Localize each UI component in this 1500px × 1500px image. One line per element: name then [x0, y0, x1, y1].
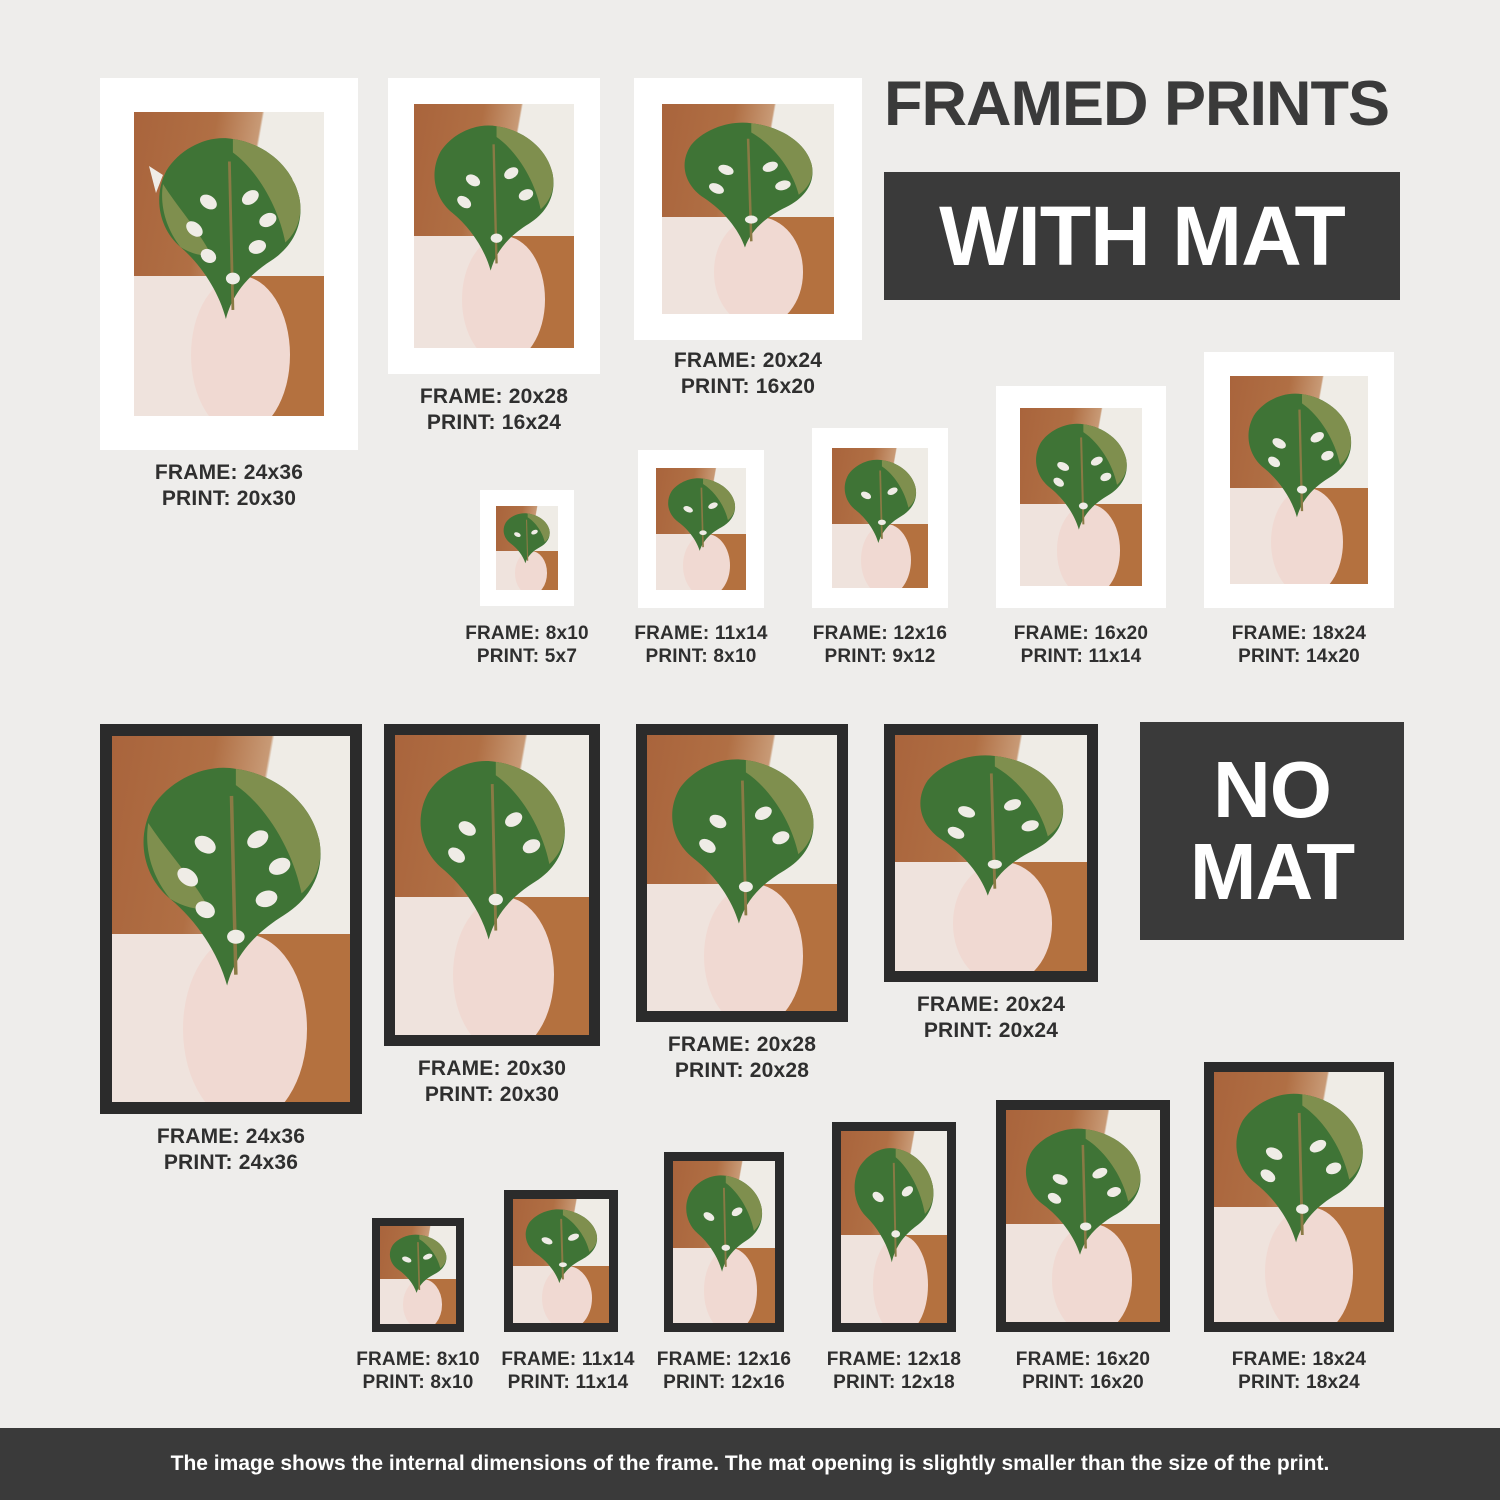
artwork	[134, 112, 324, 416]
print-size-label: PRINT: 8x10	[362, 1372, 474, 1394]
artwork	[496, 506, 558, 590]
monstera-leaf-icon	[403, 753, 581, 975]
monstera-leaf-icon	[845, 1143, 943, 1285]
frame-size-label: FRAME: 20x24	[673, 349, 823, 372]
artwork	[832, 448, 928, 588]
monstera-leaf-icon	[420, 119, 567, 300]
print-size-label: PRINT: 9x12	[824, 646, 936, 668]
monstera-leaf-icon	[1025, 419, 1137, 551]
framed-print-no-mat-18x24	[1204, 1062, 1394, 1332]
monstera-leaf-icon	[836, 456, 924, 560]
print-size-label: PRINT: 14x20	[1238, 646, 1360, 668]
print-size-label: PRINT: 12x16	[663, 1372, 785, 1394]
monstera-leaf-icon	[383, 1232, 453, 1305]
artwork	[841, 1131, 947, 1323]
frame-size-label: FRAME: 18x24	[1231, 1349, 1367, 1370]
frame-size-label: FRAME: 20x28	[667, 1033, 817, 1056]
caption-no-mat-24x36	[100, 1124, 362, 1175]
framed-print-with-mat-8x10	[480, 490, 574, 606]
print-size-label: PRINT: 20x24	[923, 1018, 1059, 1042]
print-size-label: PRINT: 20x28	[674, 1058, 810, 1082]
print-size-label: PRINT: 8x10	[645, 646, 757, 668]
frame-size-label: FRAME: 8x10	[465, 623, 589, 644]
artwork	[1020, 408, 1142, 586]
print-size-label: PRINT: 16x20	[1022, 1372, 1144, 1394]
frame-size-label: FRAME: 20x24	[916, 993, 1066, 1016]
artwork	[1230, 376, 1368, 584]
caption-with-mat-16x20	[992, 622, 1170, 668]
framed-print-with-mat-11x14	[638, 450, 764, 608]
caption-no-mat-12x18	[818, 1348, 970, 1394]
monstera-leaf-icon	[1012, 1123, 1154, 1280]
caption-no-mat-18x24	[1206, 1348, 1392, 1394]
caption-no-mat-8x10	[344, 1348, 492, 1394]
framed-print-with-mat-20x24	[634, 78, 862, 340]
frame-size-label: FRAME: 12x16	[656, 1349, 792, 1370]
print-size-label: PRINT: 20x30	[161, 486, 297, 510]
caption-with-mat-8x10	[452, 622, 602, 668]
caption-with-mat-20x28	[388, 384, 600, 435]
artwork	[380, 1226, 456, 1324]
artwork	[513, 1199, 609, 1323]
caption-no-mat-11x14	[494, 1348, 642, 1394]
print-size-label: PRINT: 24x36	[163, 1150, 299, 1174]
frame-size-label: FRAME: 16x20	[1015, 1349, 1151, 1370]
artwork	[656, 468, 746, 590]
frame-size-label: FRAME: 12x18	[826, 1349, 962, 1370]
framed-print-no-mat-16x20	[996, 1100, 1170, 1332]
no-mat-line-2: MAT	[1189, 827, 1355, 916]
framed-print-with-mat-24x36	[100, 78, 358, 450]
print-size-label: PRINT: 16x24	[426, 410, 562, 434]
page-title-framed-prints: FRAMED PRINTS	[884, 69, 1389, 139]
monstera-leaf-icon	[677, 1171, 771, 1291]
monstera-leaf-icon	[660, 475, 743, 565]
framed-print-with-mat-20x28	[388, 78, 600, 374]
artwork	[673, 1161, 775, 1323]
artwork	[647, 735, 837, 1011]
monstera-leaf-icon	[122, 758, 341, 1029]
monstera-leaf-icon	[1236, 388, 1363, 542]
section-title-no-mat	[1140, 722, 1404, 940]
framed-print-no-mat-11x14	[504, 1190, 618, 1332]
framed-print-no-mat-12x18	[832, 1122, 956, 1332]
artwork	[414, 104, 574, 348]
print-size-label: PRINT: 18x24	[1238, 1372, 1360, 1394]
framed-print-no-mat-12x16	[664, 1152, 784, 1332]
framed-print-with-mat-18x24	[1204, 352, 1394, 608]
frame-size-label: FRAME: 20x28	[419, 385, 569, 408]
artwork	[395, 735, 589, 1035]
caption-with-mat-18x24	[1206, 622, 1392, 668]
artwork	[1006, 1110, 1160, 1322]
print-size-label: PRINT: 16x20	[680, 374, 816, 398]
print-size-label: PRINT: 20x30	[424, 1082, 560, 1106]
framed-print-no-mat-24x36	[100, 724, 362, 1114]
framed-print-no-mat-20x30	[384, 724, 600, 1046]
framed-print-no-mat-8x10	[372, 1218, 464, 1332]
frame-size-label: FRAME: 11x14	[634, 623, 768, 644]
print-size-label: PRINT: 5x7	[476, 646, 578, 668]
monstera-leaf-icon	[517, 1206, 605, 1298]
frame-size-label: FRAME: 18x24	[1231, 623, 1367, 644]
caption-no-mat-20x30	[384, 1056, 600, 1107]
frame-size-label: FRAME: 20x30	[417, 1057, 567, 1080]
caption-with-mat-12x16	[804, 622, 956, 668]
monstera-leaf-icon	[669, 117, 827, 272]
caption-no-mat-12x16	[648, 1348, 800, 1394]
artwork	[112, 736, 350, 1102]
framed-print-no-mat-20x28	[636, 724, 848, 1022]
frame-size-label: FRAME: 16x20	[1013, 623, 1149, 644]
frame-size-label: FRAME: 11x14	[501, 1349, 635, 1370]
caption-no-mat-20x24	[884, 992, 1098, 1043]
artwork	[895, 735, 1087, 971]
frame-size-label: FRAME: 8x10	[356, 1349, 480, 1370]
monstera-leaf-icon	[142, 130, 317, 355]
frame-size-label: FRAME: 24x36	[156, 1125, 306, 1148]
caption-with-mat-24x36	[100, 460, 358, 511]
frame-size-label: FRAME: 12x16	[812, 623, 948, 644]
caption-with-mat-11x14	[626, 622, 776, 668]
artwork	[1214, 1072, 1384, 1322]
caption-no-mat-16x20	[994, 1348, 1172, 1394]
caption-with-mat-20x24	[634, 348, 862, 399]
framed-print-no-mat-20x24	[884, 724, 1098, 982]
framed-print-with-mat-16x20	[996, 386, 1166, 608]
print-size-label: PRINT: 11x14	[1020, 646, 1142, 668]
caption-no-mat-20x28	[636, 1032, 848, 1083]
artwork	[662, 104, 834, 314]
framed-print-with-mat-12x16	[812, 428, 948, 608]
section-title-with-mat: WITH MAT	[884, 172, 1400, 300]
no-mat-line-1: NO	[1213, 745, 1331, 835]
monstera-leaf-icon	[1221, 1087, 1377, 1272]
frame-size-label: FRAME: 24x36	[154, 461, 304, 484]
footer-note-text: The image shows the internal dimensions of the frame. The mat opening is slightly smaller than the size of the print.	[170, 1452, 1330, 1475]
monstera-leaf-icon	[498, 511, 555, 573]
print-size-label: PRINT: 11x14	[507, 1372, 629, 1394]
monstera-leaf-icon	[903, 749, 1080, 924]
print-size-label: PRINT: 12x18	[833, 1372, 955, 1394]
footer-note	[0, 1428, 1500, 1500]
monstera-leaf-icon	[655, 752, 830, 956]
